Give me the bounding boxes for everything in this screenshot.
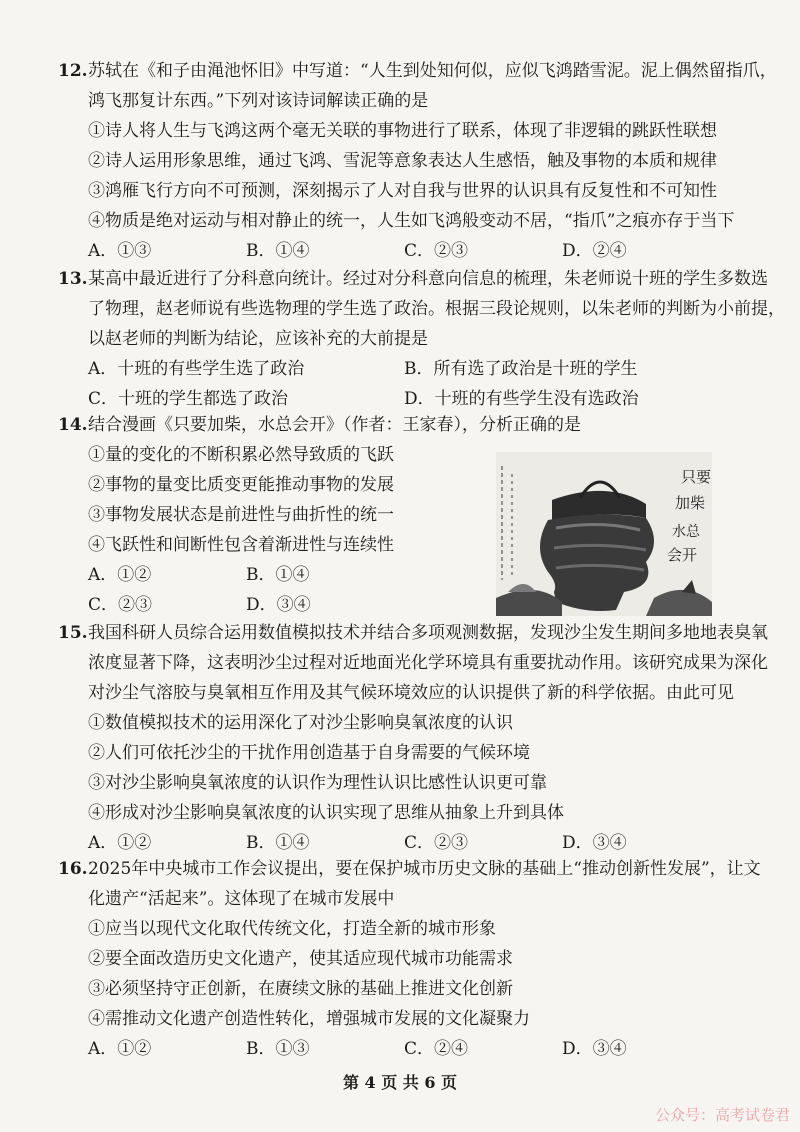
question-stem: 以赵老师的判断为结论，应该补充的大前提是 [88, 329, 428, 349]
choice-c: C．②③ [88, 595, 153, 615]
choice-d: D．十班的有些学生没有选政治 [404, 389, 639, 409]
question-number: 12. [58, 61, 88, 81]
choice-b: B．①④ [246, 833, 310, 853]
question-12 [58, 56, 777, 266]
question-stem: 我国科研人员综合运用数值模拟技术并结合多项观测数据，发现沙尘发生期间多地地表臭氧 [88, 623, 768, 643]
question-number: 13. [58, 269, 88, 289]
question-16 [58, 854, 761, 1064]
choice-a: A．十班的有些学生选了政治 [88, 359, 305, 379]
cartoon-caption-1: 只要 [680, 468, 712, 486]
question-line [58, 56, 777, 86]
statement [58, 176, 758, 206]
statement [58, 798, 758, 828]
statement [58, 974, 758, 1004]
question-number: 16. [58, 859, 88, 879]
question-line [58, 854, 761, 884]
statement [58, 1004, 758, 1034]
choice-a: A．①② [88, 1039, 152, 1059]
statement-text: ①数值模拟技术的运用深化了对沙尘影响臭氧浓度的认识 [88, 713, 513, 733]
choice-d: D．②④ [562, 241, 627, 261]
question-number: 15. [58, 623, 88, 643]
cartoon-drawing [496, 452, 712, 616]
question-stem: 了物理，赵老师说有些选物理的学生选了政治。根据三段论规则，以朱老师的判断为小前提， [88, 299, 785, 319]
choice-row [58, 354, 758, 384]
question-stem: 化遗产“活起来”。这体现了在城市发展中 [88, 889, 395, 909]
choice-b: B．①④ [246, 241, 310, 261]
statement [58, 116, 758, 146]
question-line [58, 294, 785, 324]
question-line [58, 618, 768, 648]
question-stem: 结合漫画《只要加柴，水总会开》（作者：王家春），分析正确的是 [88, 415, 581, 435]
question-stem: 鸿飞那复计东西。”下列对该诗词解读正确的是 [88, 91, 429, 111]
question-15 [58, 618, 768, 858]
cartoon-image [496, 452, 712, 616]
choice-d: D．③④ [562, 1039, 627, 1059]
statement-text: ④需推动文化遗产创造性转化，增强城市发展的文化凝聚力 [88, 1009, 530, 1029]
statement [58, 738, 758, 768]
cartoon-caption-3: 水总 [672, 524, 700, 540]
question-stem: 苏轼在《和子由渑池怀旧》中写道：“人生到处知何似，应似飞鸿踏雪泥。泥上偶然留指爪， [88, 61, 777, 81]
question-number: 14. [58, 415, 88, 435]
question-line [58, 678, 758, 708]
statement [58, 708, 758, 738]
question-line [58, 410, 758, 440]
choice-row [58, 1034, 758, 1064]
watermark: 公众号：高考试卷君 [654, 1106, 790, 1124]
question-stem: 2025年中央城市工作会议提出，要在保护城市历史文脉的基础上“推动创新性发展”，让文 [88, 859, 761, 879]
question-line [58, 86, 758, 116]
statement-text: ②要全面改造历史文化遗产，使其适应现代城市功能需求 [88, 949, 513, 969]
statement-text: ②事物的量变比质变更能推动事物的发展 [88, 475, 394, 495]
question-line [58, 884, 758, 914]
statement [58, 944, 758, 974]
question-stem: 对沙尘气溶胶与臭氧相互作用及其气候环境效应的认识提供了新的科学依据。由此可见 [88, 683, 734, 703]
cartoon-caption-4: 会开 [666, 546, 698, 564]
statement-text: ④飞跃性和间断性包含着渐进性与连续性 [88, 535, 394, 555]
statement-text: ①量的变化的不断积累必然导致质的飞跃 [88, 445, 394, 465]
choice-c: C．十班的学生都选了政治 [88, 389, 289, 409]
statement-text: ①应当以现代文化取代传统文化，打造全新的城市形象 [88, 919, 496, 939]
statement-text: ①诗人将人生与飞鸿这两个毫无关联的事物进行了联系，体现了非逻辑的跳跃性联想 [88, 121, 717, 141]
cartoon-caption-2: 加柴 [674, 494, 706, 512]
choice-b: B．所有选了政治是十班的学生 [404, 359, 638, 379]
choice-a: A．①② [88, 565, 152, 585]
question-line [58, 324, 758, 354]
page-footer: 第 4 页 共 6 页 [342, 1073, 458, 1092]
statement [58, 206, 758, 236]
choice-row [58, 236, 758, 266]
choice-c: C．②③ [404, 833, 469, 853]
choice-a: A．①② [88, 833, 152, 853]
statement-text: ③鸿雁飞行方向不可预测，深刻揭示了人对自我与世界的认识具有反复性和不可知性 [88, 181, 717, 201]
statement-text: ④物质是绝对运动与相对静止的统一，人生如飞鸿般变动不居，“指爪”之痕亦存于当下 [88, 211, 735, 231]
question-13 [58, 264, 785, 414]
choice-c: C．②④ [404, 1039, 469, 1059]
choice-d: D．③④ [246, 595, 311, 615]
statement-text: ②诗人运用形象思维，通过飞鸿、雪泥等意象表达人生感悟，触及事物的本质和规律 [88, 151, 717, 171]
question-line [58, 648, 768, 678]
question-line [58, 264, 768, 294]
statement-text: ②人们可依托沙尘的干扰作用创造基于自身需要的气候环境 [88, 743, 530, 763]
statement-text: ③对沙尘影响臭氧浓度的认识作为理性认识比感性认识更可靠 [88, 773, 547, 793]
statement-text: ③事物发展状态是前进性与曲折性的统一 [88, 505, 394, 525]
question-stem: 某高中最近进行了分科意向统计。经过对分科意向信息的梳理，朱老师说十班的学生多数选 [88, 269, 768, 289]
question-stem: 浓度显著下降，这表明沙尘过程对近地面光化学环境具有重要扰动作用。该研究成果为深化 [88, 653, 768, 673]
statement-text: ④形成对沙尘影响臭氧浓度的认识实现了思维从抽象上升到具体 [88, 803, 564, 823]
statement [58, 768, 758, 798]
statement [58, 146, 758, 176]
choice-b: B．①④ [246, 565, 310, 585]
statement [58, 914, 758, 944]
statement-text: ③必须坚持守正创新，在赓续文脉的基础上推进文化创新 [88, 979, 513, 999]
choice-d: D．③④ [562, 833, 627, 853]
choice-c: C．②③ [404, 241, 469, 261]
choice-b: B．①③ [246, 1039, 310, 1059]
choice-a: A．①③ [88, 241, 152, 261]
